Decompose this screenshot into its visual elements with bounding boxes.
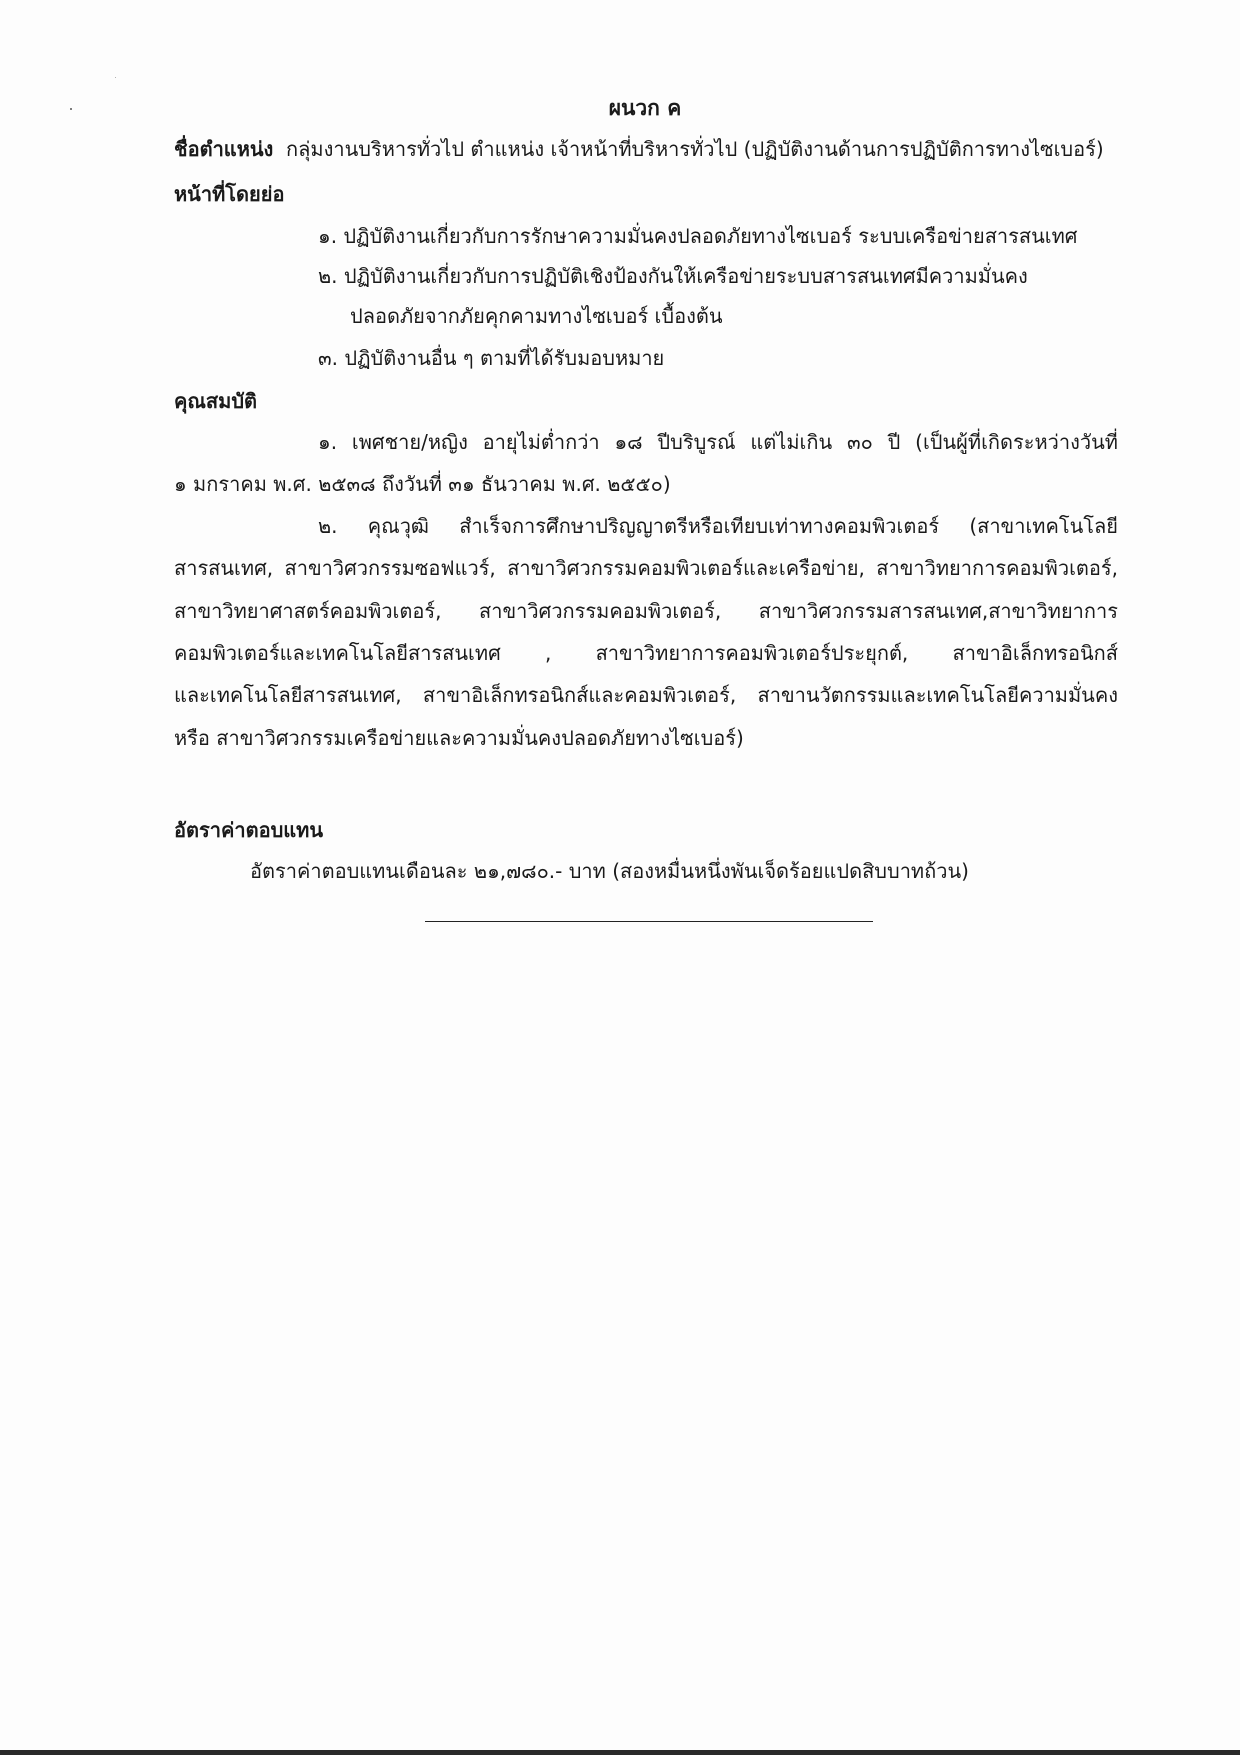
duty-item-2: ๒. ปฏิบัติงานเกี่ยวกับการปฏิบัติเชิงป้องกันให้เครือข่ายระบบสารสนเทศมีความมั่นคง	[318, 264, 1028, 288]
qualification-1-line-2: ๑ มกราคม พ.ศ. ๒๕๓๘ ถึงวันที่ ๓๑ ธันวาคม พ.ศ. ๒๕๕๐)	[174, 472, 671, 496]
qualification-2-line-4: คอมพิวเตอร์และเทคโนโลยีสารสนเทศ , สาขาวิทยาการคอมพิวเตอร์ประยุกต์, สาขาอิเล็กทรอนิกส์	[174, 641, 1118, 665]
position-label: ชื่อตำแหน่ง	[174, 137, 274, 161]
duty-item-3: ๓. ปฏิบัติงานอื่น ๆ ตามที่ได้รับมอบหมาย	[318, 346, 665, 370]
qualifications-heading: คุณสมบัติ	[174, 389, 258, 413]
position-text: กลุ่มงานบริหารทั่วไป ตำแหน่ง เจ้าหน้าที่บริหารทั่วไป (ปฏิบัติงานด้านการปฏิบัติการทางไซเบอร์)	[286, 137, 1104, 161]
scan-edge	[0, 1750, 1240, 1755]
duty-item-2-continued: ปลอดภัยจากภัยคุกคามทางไซเบอร์ เบื้องต้น	[350, 304, 723, 328]
qualification-2-line-5: และเทคโนโลยีสารสนเทศ, สาขาอิเล็กทรอนิกส์และคอมพิวเตอร์, สาขานวัตกรรมและเทคโนโลยีความมั่นคง	[174, 683, 1118, 707]
page-title: ผนวก ค	[608, 96, 682, 120]
qualification-2-line-2: สารสนเทศ, สาขาวิศวกรรมซอฟแวร์, สาขาวิศวกรรมคอมพิวเตอร์และเครือข่าย, สาขาวิทยาการคอมพิวเตอร์,	[174, 556, 1118, 580]
qualification-2-line-6: หรือ สาขาวิศวกรรมเครือข่ายและความมั่นคงปลอดภัยทางไซเบอร์)	[174, 726, 744, 750]
scan-speck	[115, 77, 116, 78]
qualification-2-line-3: สาขาวิทยาศาสตร์คอมพิวเตอร์, สาขาวิศวกรรมคอมพิวเตอร์, สาขาวิศวกรรมสารสนเทศ,สาขาวิทยาการ	[174, 599, 1118, 623]
qualification-1-line-1: ๑. เพศชาย/หญิง อายุไม่ต่ำกว่า ๑๘ ปีบริบูรณ์ แต่ไม่เกิน ๓๐ ปี (เป็นผู้ที่เกิดระหว่างวันที่	[318, 430, 1118, 454]
position-line	[174, 134, 1104, 164]
end-divider	[425, 921, 873, 922]
duties-heading: หน้าที่โดยย่อ	[174, 182, 285, 206]
qualification-2-line-1: ๒. คุณวุฒิ สำเร็จการศึกษาปริญญาตรีหรือเทียบเท่าทางคอมพิวเตอร์ (สาขาเทคโนโลยี	[318, 514, 1118, 538]
compensation-text: อัตราค่าตอบแทนเดือนละ ๒๑,๗๘๐.- บาท (สองหมื่นหนึ่งพันเจ็ดร้อยแปดสิบบาทถ้วน)	[250, 859, 969, 883]
compensation-heading: อัตราค่าตอบแทน	[174, 818, 324, 842]
duty-item-1: ๑. ปฏิบัติงานเกี่ยวกับการรักษาความมั่นคงปลอดภัยทางไซเบอร์ ระบบเครือข่ายสารสนเทศ	[318, 224, 1078, 248]
